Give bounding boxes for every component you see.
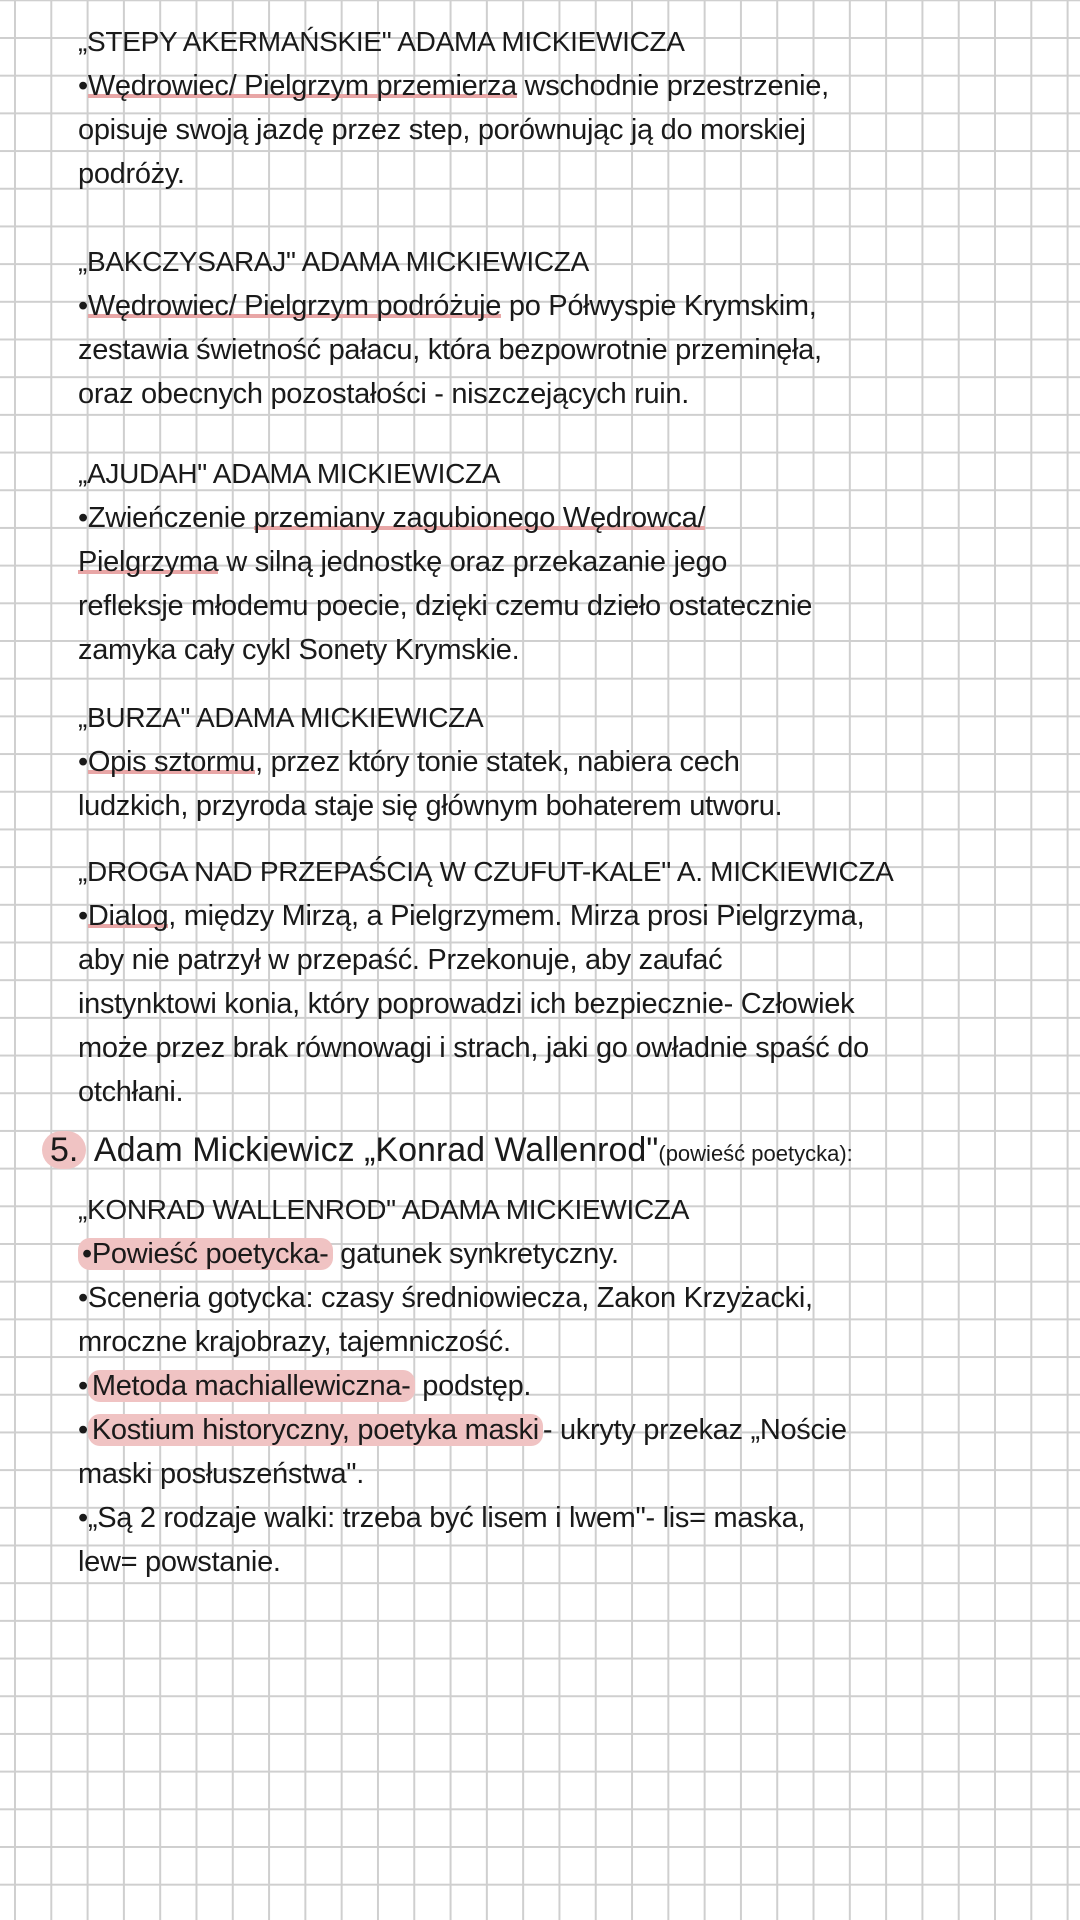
note-title: „KONRAD WALLENROD" ADAMA MICKIEWICZA [78,1194,690,1225]
text: refleksje młodemu poecie, dzięki czemu dzieło ostatecznie [78,590,813,622]
note-line [78,1496,1068,1540]
underlined-text: Dialog [87,900,169,932]
section-heading [42,1128,853,1176]
text: podstęp. [414,1370,532,1402]
note-title: „BAKCZYSARAJ" ADAMA MICKIEWICZA [78,246,589,277]
underlined-text: przemiany zagubionego Wędrowca/ [253,502,706,534]
highlighted-text: •Powieść poetycka- [78,1238,333,1270]
note-line [78,894,1068,938]
note-line [78,108,1068,152]
note-line [78,328,1068,372]
underlined-text: Wędrowiec/ Pielgrzym przemierza [87,70,517,102]
text: , między Mirzą, a Pielgrzymem. Mirza prosi Pielgrzyma, [168,900,865,932]
note-line [78,284,1068,328]
note-line [78,740,1068,784]
text: otchłani. [78,1076,184,1108]
text: oraz obecnych pozostałości - niszczejących ruin. [78,378,689,410]
text: może przez brak równowagi i strach, jaki go owładnie spaść do [78,1032,869,1064]
text: instynktowi konia, który poprowadzi ich bezpiecznie- Człowiek [78,988,855,1020]
note-line [78,152,1068,196]
note-line [78,1364,1068,1408]
text: w silną jednostkę oraz przekazanie jego [218,546,728,578]
note-line [78,540,1068,584]
section-number: 5. [42,1131,86,1169]
text: wschodnie przestrzenie, [516,70,829,102]
note-line [78,982,1068,1026]
text: •„Są 2 rodzaje walki: trzeba być lisem i lwem"- lis= maska, [78,1502,806,1534]
text: aby nie patrzył w przepaść. Przekonuje, aby zaufać [78,944,723,976]
note-block [78,240,1068,416]
note-line [78,496,1068,540]
text: •Zwieńczenie [78,502,254,534]
note-block [78,850,1068,1114]
note-title: „BURZA" ADAMA MICKIEWICZA [78,702,484,733]
text: mroczne krajobrazy, tajemniczość. [78,1326,511,1358]
note-line [78,1026,1068,1070]
note-line [78,64,1068,108]
note-title: „AJUDAH" ADAMA MICKIEWICZA [78,458,501,489]
note-block [78,696,1068,828]
text: po Półwyspie Krymskim, [501,290,817,322]
underlined-text: Pielgrzyma [78,546,219,578]
text: zamyka cały cykl Sonety Krymskie. [78,634,520,666]
note-line [78,938,1068,982]
note-line [78,1276,1068,1320]
note-line [78,1452,1068,1496]
note-line [78,1232,1068,1276]
note-line [78,1540,1068,1584]
text: lew= powstanie. [78,1546,281,1578]
text: podróży. [78,158,185,190]
text: • [78,290,88,322]
underlined-text: Opis sztormu [87,746,256,778]
highlighted-text: Kostium historyczny, poetyka maski [88,1414,543,1446]
highlighted-text: Metoda machiallewiczna- [88,1370,415,1402]
section-note: (powieść poetycka): [658,1141,853,1166]
note-title: „DROGA NAD PRZEPAŚCIĄ W CZUFUT-KALE" A. MICKIEWICZA [78,856,894,887]
note-block [78,20,1068,196]
note-line [78,372,1068,416]
underlined-text: Wędrowiec/ Pielgrzym podróżuje [87,290,502,322]
note-line [78,584,1068,628]
text: •Sceneria gotycka: czasy średniowiecza, Zakon Krzyżacki, [78,1282,813,1314]
note-title: „STEPY AKERMAŃSKIE" ADAMA MICKIEWICZA [78,26,685,57]
text: zestawia świetność pałacu, która bezpowrotnie przeminęła, [78,334,822,366]
text: maski posłuszeństwa". [78,1458,365,1490]
text: • [78,1370,88,1402]
note-line [78,1320,1068,1364]
text: opisuje swoją jazdę przez step, porównując ją do morskiej [78,114,806,146]
text: • [78,900,88,932]
note-block [78,452,1068,672]
text: , przez który tonie statek, nabiera cech [255,746,740,778]
text: - ukryty przekaz „Noście [542,1414,847,1446]
note-line [78,1408,1068,1452]
text: • [78,70,88,102]
text: ludzkich, przyroda staje się głównym bohaterem utworu. [78,790,783,822]
note-line [78,784,1068,828]
section-title: Adam Mickiewicz „Konrad Wallenrod" [86,1131,659,1169]
note-block [78,1188,1068,1584]
note-line [78,1070,1068,1114]
text: gatunek synkretyczny. [332,1238,619,1270]
text: • [78,1414,88,1446]
text: • [78,746,88,778]
note-line [78,628,1068,672]
